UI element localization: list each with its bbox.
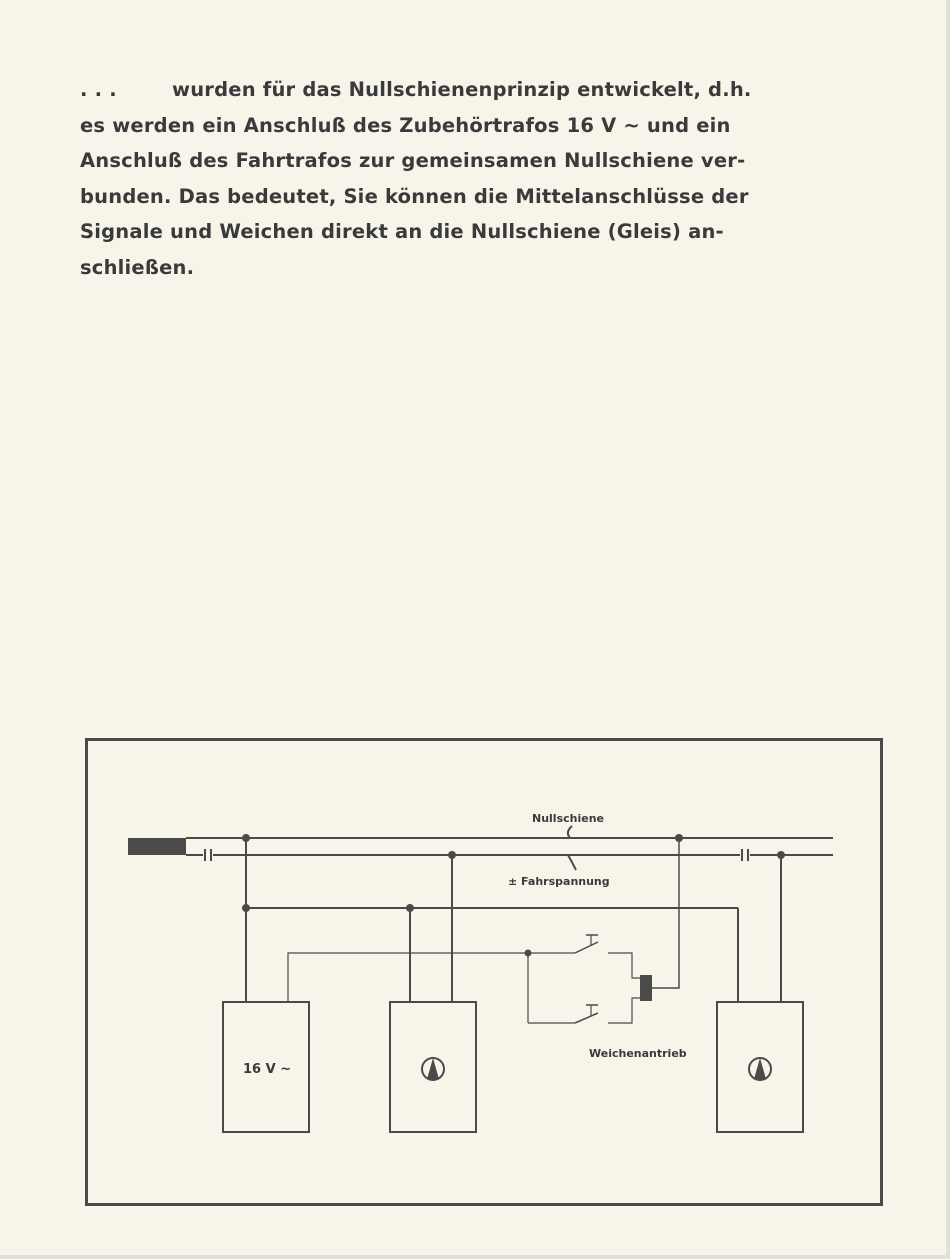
text-line-6: schließen. <box>80 255 195 279</box>
weichenantrieb-coil <box>641 976 651 1000</box>
junction-dot <box>242 904 250 912</box>
junction-dot <box>675 834 683 842</box>
text-line-1-content: wurden für das Nullschienenprinzip entwickelt, d.h. <box>172 78 752 101</box>
text-line-5: Signale und Weichen direkt an die Nullschiene (Gleis) an- <box>80 220 724 243</box>
signal-lamp-icon-2-mast <box>754 1058 766 1079</box>
text-line-2: es werden ein Anschluß des Zubehörtrafos 16 V ~ und ein <box>80 113 731 137</box>
junction-dot <box>777 851 785 859</box>
junction-dot <box>406 904 414 912</box>
signal-lamp-icon-1-mast <box>427 1058 439 1079</box>
nullschiene-leader <box>568 826 572 838</box>
junction-dot <box>525 950 532 957</box>
text-line-3: Anschluß des Fahrtrafos zur gemeinsamen Nullschiene ver- <box>80 149 746 172</box>
label-weichenantrieb: Weichenantrieb <box>589 1047 687 1060</box>
wire-trafo-switch <box>288 953 528 1002</box>
junction-dot <box>242 834 250 842</box>
wire-coil-nullschiene <box>651 838 679 988</box>
junction-dot <box>448 851 456 859</box>
wire-upper-switch-out <box>608 953 642 978</box>
text-line-4: bunden. Das bedeutet, Sie können die Mittelanschlüsse der <box>80 184 749 208</box>
wire-lower-switch-out <box>608 998 642 1023</box>
label-nullschiene: Nullschiene <box>532 812 604 825</box>
lower-switch-lever <box>575 1013 598 1023</box>
label-transformer: 16 V ~ <box>243 1062 292 1077</box>
track-end-block <box>128 838 186 855</box>
upper-switch-lever <box>575 942 598 953</box>
fahrspannung-leader <box>568 855 576 870</box>
ellipsis: . . . <box>80 78 117 101</box>
label-fahrspannung: ± Fahrspannung <box>508 875 610 888</box>
